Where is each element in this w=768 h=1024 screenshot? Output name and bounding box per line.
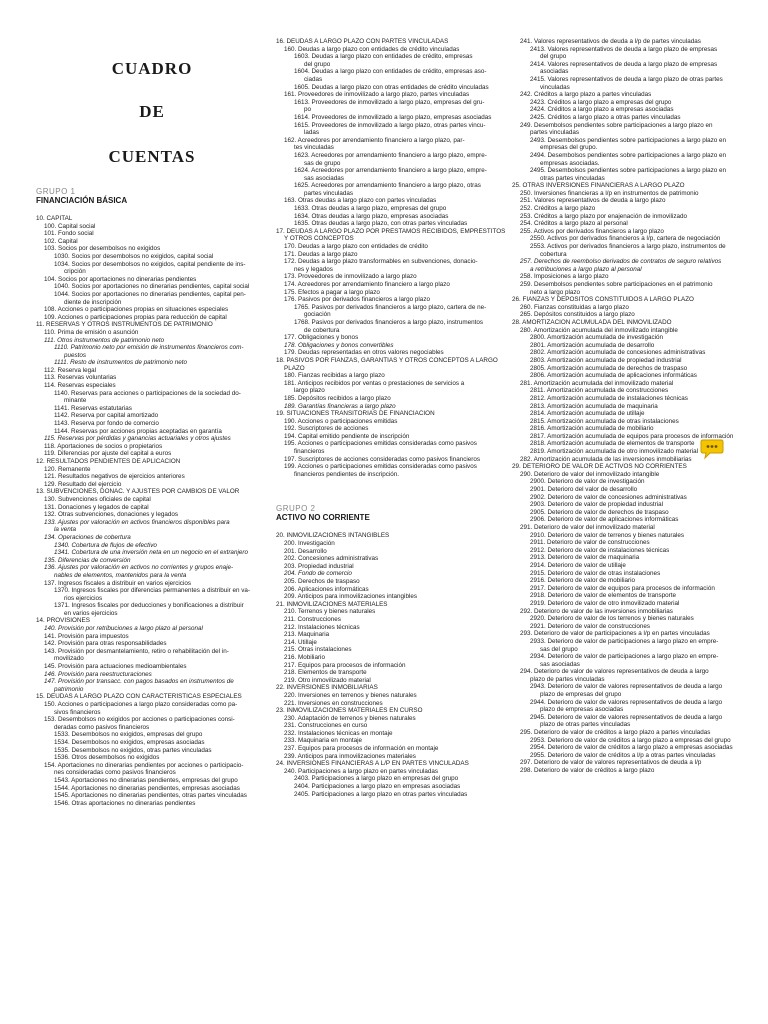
account-entry: 251. Valores representativos de deuda a largo plazo (520, 197, 666, 205)
account-entry: 2916. Deterioro de valor de mobiliario (530, 577, 636, 585)
account-entry: 2424. Créditos a largo plazo a empresas asociadas (530, 106, 674, 114)
account-entry: 1605. Deudas a largo plazo con otras entidades de crédito vinculadas (294, 83, 489, 91)
account-entry: 163. Otras deudas a largo plazo con partes vinculadas (284, 197, 437, 205)
account-entry: 134. Operaciones de cobertura (44, 533, 131, 541)
account-entry: 233. Maquinaria en montaje (284, 737, 363, 745)
account-entry: 1535. Desembolsos no exigidos, otras partes vinculadas (54, 746, 212, 754)
account-entry: 215. Otras instalaciones (284, 646, 352, 654)
account-entry: 221. Inversiones en construcciones (284, 699, 383, 707)
account-entry: largo plazo (294, 387, 325, 395)
account-group-heading: 10. CAPITAL (36, 215, 73, 222)
account-entry: patrimonio (54, 685, 84, 693)
account-list (276, 38, 508, 478)
account-entry: 154. Aportaciones no dinerarias pendientes por acciones o participacio- (44, 761, 244, 769)
account-entry: plazo de otras partes vinculadas (540, 721, 631, 729)
account-entry: 212. Instalaciones técnicas (284, 623, 360, 631)
account-entry: 203. Propiedad industrial (284, 562, 354, 570)
account-group-heading: 14. PROVISIONES (36, 617, 90, 625)
account-entry: 2943. Deterioro de valor de valores representativos de deuda a largo (530, 683, 723, 691)
account-entry: 189. Garantías financieras a largo plazo (284, 402, 396, 410)
account-entry: 108. Acciones o participaciones propias en situaciones especiales (44, 306, 229, 314)
account-group-heading: 12. RESULTADOS PENDIENTES DE APLICACIÓN (36, 458, 181, 465)
chat-bubble-icon[interactable] (700, 438, 724, 460)
account-entry: po (304, 106, 312, 114)
account-entry: 1544. Aportaciones no dinerarias pendientes, empresas asociadas (54, 784, 240, 792)
account-entry: 2813. Amortización acumulada de maquinaria (530, 402, 658, 410)
account-entry: 2901. Deterioro del valor de desarrollo (530, 486, 638, 494)
account-entry: 137. Ingresos fiscales a distribuir en varios ejercicios (44, 579, 191, 587)
account-entry: 232. Instalaciones técnicas en montaje (284, 729, 393, 737)
account-entry: Y OTROS CONCEPTOS (284, 235, 354, 243)
account-entry: 2805. Amortización acumulada de derechos de traspaso (530, 364, 688, 372)
account-entry: 219. Otro inmovilizado material (284, 676, 371, 684)
account-entry: 2819. Amortización acumulada de otro inmovilizado material (530, 448, 699, 456)
account-group-heading: 22. INVERSIONES INMOBILIARIAS (276, 684, 378, 692)
account-entry: sas asociadas (540, 660, 580, 668)
account-list (276, 532, 508, 798)
account-entry: 231. Construcciones en curso (284, 722, 368, 730)
account-group-heading: 28. AMORTIZACIÓN ACUMULADA DEL INMOVILIZADO (512, 318, 672, 326)
account-entry: 2953. Deterioro de valor de créditos a largo plazo a empresas del grupo (530, 736, 731, 744)
account-entry: 1534. Desembolsos no exigidos, empresas asociadas (54, 738, 205, 746)
account-entry: del grupo (540, 53, 567, 61)
account-entry: 2404. Participaciones a largo plazo en empresas asociadas (294, 783, 461, 791)
account-entry: minante (64, 397, 87, 405)
account-entry: 2919. Deterioro de valor de otro inmovilizado material (530, 599, 680, 607)
account-entry: 114. Reservas especiales (44, 382, 116, 390)
account-entry: 150. Acciones o participaciones a largo plazo consideradas como pa- (44, 701, 238, 708)
account-entry: rios ejercicios (64, 594, 103, 602)
account-entry: neto a largo plazo (530, 288, 581, 296)
account-entry: 2415. Valores representativos de deuda a largo plazo de otras partes (530, 75, 723, 83)
account-entry: 194. Capital emitido pendiente de inscripción (284, 432, 410, 440)
account-entry: 1341. Cobertura de una inversión neta en un negocio en el extranjero (54, 549, 248, 557)
account-entry: tes vinculadas (294, 144, 334, 152)
account-entry: 110. Prima de emisión o asunción (44, 328, 139, 336)
account-entry: 290. Deterioro de valor del inmovilizado intangible (520, 470, 660, 478)
account-entry: vinculadas (540, 83, 570, 91)
column-1 (36, 38, 268, 807)
account-entry: partes vinculadas (530, 129, 580, 137)
account-entry: 295. Deterioro de valor de créditos a largo plazo a partes vinculadas (520, 729, 711, 737)
account-entry: 2812. Amortización acumulada de instalaciones técnicas (530, 394, 688, 402)
account-entry: 1143. Reserva por fondo de comercio (54, 420, 159, 428)
account-entry: 237. Equipos para procesos de información en montaje (284, 745, 439, 753)
account-entry: 230. Adaptación de terrenos y bienes naturales (284, 714, 416, 722)
account-entry: 1615. Proveedores de inmovilizado a largo plazo, otras partes vincu- (294, 121, 486, 129)
account-entry: 2553. Activos por derivados financieros a largo plazo, instrumentos de (530, 243, 726, 251)
account-entry: 130. Subvenciones oficiales de capital (44, 495, 151, 503)
account-entry: 109. Acciones o participaciones propias para reducción de capital (44, 313, 227, 321)
account-entry: 2405. Participaciones a largo plazo en otras partes vinculadas (294, 790, 468, 798)
account-entry: 252. Créditos a largo plazo (520, 205, 596, 213)
account-entry: 282. Amortización acumulada de las inversiones inmobiliarias (520, 455, 692, 463)
account-entry: 2918. Deterioro de valor de elementos de transporte (530, 592, 676, 600)
account-entry: 2550. Activos por derivados financieros a l/p, cartera de negociación (530, 235, 721, 243)
account-entry: 177. Obligaciones y bonos (284, 334, 359, 342)
account-entry: 1635. Otras deudas a largo plazo, con otras partes vinculadas (294, 220, 468, 228)
account-entry: 2921. Deterioro de valor de construcciones (530, 622, 651, 630)
account-entry: 255. Activos por derivados financieros a largo plazo (520, 227, 664, 235)
account-entry: 210. Terrenos y bienes naturales (284, 608, 376, 616)
account-group-heading: 13. SUBVENCIONES, DONAC. Y AJUSTES POR CAMBIOS DE VALOR (36, 488, 240, 496)
account-entry: 1603. Deudas a largo plazo con entidades de crédito, empresas (294, 53, 473, 61)
title-line-2: DE (139, 102, 165, 121)
account-entry: 2414. Valores representativos de deuda a largo plazo de empresas (530, 60, 718, 68)
account-entry: a retribuciones a largo plazo al personal (530, 265, 642, 273)
account-entry: 132. Otras subvenciones, donaciones y legados (44, 511, 179, 519)
account-entry: 1765. Pasivos por derivados financieros a largo plazo, cartera de ne- (294, 303, 487, 311)
account-entry: 2917. Deterioro de valor de equipos para procesos de información (530, 584, 715, 592)
account-entry: 172. Deudas a largo plazo transformables en subvenciones, donacio- (284, 258, 478, 266)
account-entry: 2944. Deterioro de valor de valores representativos de deuda a largo (530, 698, 723, 706)
account-entry: 136. Ajustes por valoración en activos no corrientes y grupos enaje- (44, 564, 234, 572)
account-entry: 2915. Deterioro de valor de otras instalaciones (530, 569, 661, 577)
account-entry: 294. Deterioro de valor de valores representativos de deuda a largo (520, 668, 709, 676)
account-entry: 140. Provisión por retribuciones a largo plazo al personal (44, 625, 203, 633)
account-entry: 2494. Desembolsos pendientes sobre participaciones a largo plazo en (530, 151, 727, 159)
account-entry: empresas asociadas. (540, 159, 600, 167)
account-entry: 1604. Deudas a largo plazo con entidades de crédito, empresas aso- (294, 68, 487, 76)
account-entry: 176. Pasivos por derivados financieros a largo plazo (284, 296, 430, 304)
account-entry: 2910. Deterioro de valor de terrenos y bienes naturales (530, 531, 685, 539)
account-entry: ciadas (304, 75, 323, 83)
account-entry: 115. Reservas por pérdidas y ganancias actuariales y otros ajustes (44, 435, 231, 443)
account-entry: nables de elementos, mantenidos para la venta (54, 571, 187, 579)
account-entry: 259. Desembolsos pendientes sobre participaciones en el patrimonio (520, 281, 713, 288)
account-entry: 1543. Aportaciones no dinerarias pendientes, empresas del grupo (54, 776, 238, 784)
account-entry: 2811. Amortización acumulada de construcciones (530, 387, 669, 395)
account-entry: 195. Acciones o participaciones emitidas consideradas como pasivos (284, 440, 477, 448)
account-entry: 242. Créditos a largo plazo a partes vinculadas (520, 91, 652, 99)
account-entry: nes y legados (294, 265, 333, 273)
group-label: GRUPO 1 (36, 187, 76, 196)
account-entry: 120. Remanente (44, 465, 91, 473)
account-entry: 2806. Amortización acumulada de aplicaciones informáticas (530, 372, 697, 380)
account-entry: 216. Mobiliario (284, 653, 325, 661)
account-entry: 217. Equipos para procesos de información (284, 661, 406, 669)
account-entry: 2906. Deterioro de valor de aplicaciones informáticas (530, 516, 679, 524)
account-entry: plazo de empresas asociadas (540, 706, 624, 714)
account-entry: partes vinculadas (304, 189, 354, 197)
account-group-heading: 18. PASIVOS POR FIANZAS, GARANTÍAS Y OTROS CONCEPTOS A LARGO (276, 356, 498, 364)
account-entry: 239. Anticipos para inmovilizaciones materiales (284, 752, 416, 760)
account-entry: 1340. Cobertura de flujos de efectivo (54, 541, 157, 549)
account-entry: 2934. Deterioro de valor de participaciones a largo plazo en empre- (530, 653, 719, 661)
account-entry: 204. Fondo de comercio (284, 570, 352, 578)
account-entry: 253. Créditos a largo plazo por enajenación de inmovilizado (520, 212, 687, 220)
account-entry: sas del grupo (540, 645, 578, 653)
account-entry: 197. Suscriptores de acciones consideradas como pasivos financieros (284, 455, 481, 463)
account-entry: 205. Derechos de traspaso (284, 578, 360, 585)
account-entry: 214. Utillaje (284, 638, 317, 646)
title-line-1: CUADRO (111, 59, 193, 78)
account-entry: 141. Provisión para impuestos (44, 632, 129, 640)
account-entry: 241. Valores representativos de deuda a l/p de partes vinculadas (520, 38, 701, 45)
account-entry: la venta (54, 526, 77, 534)
account-entry: 170. Deudas a largo plazo con entidades de crédito (284, 243, 428, 251)
account-entry: 118. Aportaciones de socios o propietarios (44, 442, 163, 450)
account-entry: 174. Acreedores por arrendamiento financiero a largo plazo (284, 281, 450, 288)
account-entry: 1034. Socios por desembolsos no exigidos, capital pendiente de ins- (54, 260, 246, 268)
account-entry: 280. Amortización acumulada del inmovilizado intangible (520, 326, 678, 334)
account-entry: 1110. Patrimonio neto por emisión de instrumentos financieros com- (54, 344, 244, 352)
account-entry: 102. Capital (44, 237, 78, 245)
account-entry: 2945. Deterioro de valor de valores representativos de deuda a largo (530, 713, 723, 721)
account-entry: cobertura (540, 250, 567, 258)
account-entry: 199. Acciones o participaciones emitidas consideradas como pasivos (284, 463, 477, 471)
account-entry: 2423. Créditos a largo plazo a empresas del grupo (530, 98, 672, 106)
account-entry: 206. Aplicaciones informáticas (284, 585, 369, 593)
group-label: GRUPO 2 (276, 504, 316, 514)
account-entry: 1623. Acreedores por arrendamiento financiero a largo plazo, empre- (294, 151, 487, 159)
account-entry: 121. Resultados negativos de ejercicios anteriores (44, 473, 185, 481)
account-entry: 146. Provisión para reestructuraciones (44, 670, 152, 678)
title-line-3: CUENTAS (108, 147, 196, 166)
account-entry: 2818. Amortización acumulada de elementos de transporte (530, 440, 695, 448)
account-entry: 260. Fianzas constituidas a largo plazo (520, 303, 629, 311)
account-entry: 119. Diferencias por ajuste del capital a euros (44, 450, 172, 458)
group-name: FINANCIACIÓN BÁSICA (36, 196, 128, 205)
account-entry: PLAZO (284, 364, 305, 372)
account-entry: 293. Deterioro de valor de participaciones a l/p en partes vinculadas (520, 630, 710, 638)
account-entry: plazo de partes vinculadas (530, 675, 605, 683)
account-entry: 265. Depósitos constituidos a largo plazo (520, 311, 635, 319)
account-entry: 200. Investigación (284, 540, 335, 548)
account-entry: 142. Provisión para otras responsabilidades (44, 640, 167, 648)
account-entry: 240. Participaciones a largo plazo en partes vinculadas (284, 767, 439, 775)
account-entry: financieros pendientes de inscripción. (294, 470, 400, 478)
account-entry: 257. Derechos de reembolso derivados de contratos de seguro relativos (520, 258, 722, 266)
account-entry: 2920. Deterioro de valor de los terrenos y bienes naturales (530, 615, 694, 623)
account-entry: 1536. Otros desembolsos no exigidos (54, 754, 160, 762)
account-entry: 2912. Deterioro de valor de instalaciones técnicas (530, 546, 670, 554)
account-entry: 178. Obligaciones y bonos convertibles (284, 341, 394, 349)
account-entry: 104. Socios por aportaciones no dinerarias pendientes (44, 275, 197, 283)
account-entry: otras partes vinculadas (540, 174, 605, 182)
account-entry: 2800. Amortización acumulada de investigación (530, 334, 664, 342)
account-entry: 2814. Amortización acumulada de utillaje (530, 410, 645, 418)
account-entry: 175. Efectos a pagar a largo plazo (284, 288, 380, 296)
account-entry: 161. Proveedores de inmovilizado a largo plazo, partes vinculadas (284, 91, 470, 99)
account-entry: 1044. Socios por aportaciones no dinerarias pendientes, capital pen- (54, 290, 246, 298)
account-entry: 112. Reserva legal (44, 366, 97, 374)
account-entry: 2913. Deterioro de valor de maquinaria (530, 554, 640, 562)
account-entry: 1030. Socios por desembolsos no exigidos, capital social (54, 252, 214, 260)
account-entry: 113. Reservas voluntarias (44, 374, 117, 382)
account-entry: 1613. Proveedores de inmovilizado a largo plazo, empresas del gru- (294, 98, 485, 106)
account-entry: 297. Deterioro de valor de valores representativos de deuda a l/p (520, 759, 702, 767)
account-entry: de cobertura (304, 326, 340, 334)
account-entry: 2914. Deterioro de valor de utillaje (530, 561, 626, 569)
account-entry: 2815. Amortización acumulada de otras instalaciones (530, 417, 679, 425)
account-entry: 209. Anticipos para inmovilizaciones intangibles (284, 593, 418, 601)
account-entry: 133. Ajustes por valoración en activos financieros disponibles para (44, 518, 230, 526)
account-group-heading: 25. OTRAS INVERSIONES FINANCIERAS A LARGO PLAZO (512, 182, 685, 190)
account-entry: 2495. Desembolsos pendientes sobre participaciones a largo plazo en (530, 167, 727, 175)
column-3 (512, 38, 738, 775)
account-entry: 1111. Resto de instrumentos de patrimonio neto (54, 359, 188, 367)
account-entry: 1614. Proveedores de inmovilizado a largo plazo, empresas asociadas (294, 113, 492, 121)
account-entry: 100. Capital social (44, 222, 96, 230)
account-entry: 250. Inversiones financieras a l/p en instrumentos de patrimonio (520, 189, 699, 197)
account-entry: ladas (304, 129, 320, 137)
account-entry: 2802. Amortización acumulada de concesiones administrativas (530, 349, 706, 357)
account-entry: 2905. Deterioro de valor de derechos de traspaso (530, 508, 669, 516)
account-entry: asociadas (540, 68, 569, 76)
account-entry: financieros (294, 448, 325, 456)
account-entry: 258. Imposiciones a largo plazo (520, 273, 609, 281)
account-entry: 2955. Deterioro de valor de créditos a l/p a otras partes vinculadas (530, 751, 716, 759)
account-entry: 2801. Amortización acumulada de desarrollo (530, 341, 655, 349)
account-entry: del grupo (304, 60, 331, 68)
account-entry: 2817. Amortización acumulada de equipos para procesos de información (530, 432, 734, 440)
account-entry: 2900. Deterioro de valor de investigación (530, 478, 645, 486)
account-group-heading: 29. DETERIORO DE VALOR DE ACTIVOS NO CORRIENTES (512, 463, 687, 471)
account-entry: empresas del grupo. (540, 144, 598, 152)
account-group-heading: 26. FIANZAS Y DEPÓSITOS CONSTITUIDOS A LARGO PLAZO (512, 296, 694, 304)
account-entry: en varios ejercicios (64, 609, 118, 617)
account-entry: 1545. Aportaciones no dinerarias pendientes, otras partes vinculadas (54, 792, 247, 800)
account-entry: 2816. Amortización acumulada de mobiliario (530, 425, 654, 433)
account-group-heading: 19. SITUACIONES TRANSITORIAS DE FINANCIACIÓN (276, 410, 435, 418)
account-entry: 180. Fianzas recibidas a largo plazo (284, 372, 385, 380)
account-entry: plazo de empresas del grupo (540, 691, 622, 699)
account-entry: 2403. Participaciones a largo plazo en empresas del grupo (294, 775, 459, 783)
account-entry: 2933. Deterioro de valor de participaciones a largo plazo en empre- (530, 637, 719, 645)
account-entry: 220. Inversiones en terrenos y bienes naturales (284, 691, 417, 699)
account-entry: 181. Anticipos recibidos por ventas o prestaciones de servicios a (284, 379, 465, 387)
account-entry: 1371. Ingresos fiscales por deducciones y bonificaciones a distribuir (54, 602, 244, 610)
account-entry: 2493. Desembolsos pendientes sobre participaciones a largo plazo en (530, 136, 727, 144)
account-entry: 1546. Otras aportaciones no dinerarias pendientes (54, 799, 196, 807)
account-entry: 2954. Deterioro de valor de créditos a largo plazo a empresas asociadas (530, 744, 733, 752)
account-entry: 201. Desarrollo (284, 547, 327, 555)
account-entry: 101. Fondo social (44, 230, 94, 238)
account-entry: 292. Deterioro de valor de las inversiones inmobiliarias (520, 607, 673, 615)
account-entry: 2911. Deterioro de valor de construcciones (530, 539, 650, 547)
account-entry: 1370. Ingresos fiscales por diferencias permanentes a distribuir en va- (54, 587, 251, 595)
account-entry: 1140. Reservas para acciones o participaciones de la sociedad do- (54, 389, 241, 397)
account-entry: 2903. Deterioro de valor de propiedad industrial (530, 501, 664, 509)
account-entry: 298. Deterioro de valor de créditos a largo plazo (520, 767, 655, 774)
account-entry: sas de grupo (304, 159, 341, 167)
account-entry: 192. Suscriptores de acciones (284, 425, 369, 433)
column-2 (276, 38, 508, 798)
account-group-heading: 23. INMOVILIZACIONES MATERIALES EN CURSO (276, 707, 423, 715)
account-group-heading: 11. RESERVAS Y OTROS INSTRUMENTOS DE PATRIMONIO (36, 321, 213, 329)
account-entry: cripción (64, 268, 86, 276)
account-entry: sivos financieros (54, 708, 101, 716)
account-entry: deradas como pasivos financieros (54, 723, 150, 731)
account-entry: movilizado (54, 655, 84, 663)
account-entry: 103. Socios por desembolsos no exigidos (44, 245, 161, 253)
account-entry: 111. Otros instrumentos de patrimonio neto (44, 336, 165, 344)
account-entry: 1040. Socios por aportaciones no dinerarias pendientes, capital social (54, 283, 250, 291)
account-entry: 1625. Acreedores por arrendamiento financiero a largo plazo, otras (294, 182, 481, 190)
account-entry: 1634. Otras deudas a largo plazo, empresas asociadas (294, 212, 449, 220)
account-entry: 213. Maquinaria (284, 631, 330, 639)
account-entry: 173. Proveedores de inmovilizado a largo plazo (284, 273, 417, 281)
account-entry: 281. Amortización acumulada del inmovilizado material (520, 379, 674, 387)
account-entry: 153. Desembolsos no exigidos por acciones o participaciones consi- (44, 716, 235, 724)
account-list (36, 215, 268, 807)
account-entry: 218. Elementos de transporte (284, 669, 367, 677)
account-list (512, 38, 738, 775)
account-entry: puestos (64, 351, 87, 359)
account-entry: 202. Concesiones administrativas (284, 555, 379, 563)
account-entry: 190. Acciones o participaciones emitidas (284, 417, 398, 425)
account-entry: 211. Construcciones (284, 615, 341, 623)
account-entry: 1141. Reservas estatutarias (54, 404, 132, 412)
account-group-heading: 16. DEUDAS A LARGO PLAZO CON PARTES VINCULADAS (276, 38, 449, 45)
account-entry: 171. Deudas a largo plazo (284, 250, 358, 258)
account-group-heading: 21. INMOVILIZACIONES MATERIALES (276, 600, 388, 608)
account-entry: 1144. Reservas por acciones propias aceptadas en garantía (54, 427, 222, 435)
account-group-heading: 15. DEUDAS A LARGO PLAZO CON CARACTERÍSTICAS ESPECIALES (36, 693, 242, 701)
account-entry: 1633. Otras deudas a largo plazo, empresas del grupo (294, 205, 447, 213)
account-entry: 145. Provisión para actuaciones medioambientales (44, 663, 187, 671)
account-entry: 135. Diferencias de conversión (44, 556, 131, 564)
account-entry: 2413. Valores representativos de deuda a largo plazo de empresas (530, 45, 718, 53)
group-name: ACTIVO NO CORRIENTE (276, 513, 370, 523)
account-entry: 2803. Amortización acumulada de propiedad industrial (530, 356, 682, 364)
account-entry: 249. Desembolsos pendientes sobre participaciones a largo plazo en (520, 121, 713, 129)
account-group-heading: 17. DEUDAS A LARGO PLAZO POR PRÉSTAMOS RECIBIDOS, EMPRÉSTITOS (276, 227, 506, 235)
account-entry: 179. Deudas representadas en otros valores negociables (284, 349, 444, 357)
account-entry: 143. Provisión por desmantelamiento, retiro o rehabilitación del in- (44, 647, 229, 655)
account-entry: 2425. Créditos a largo plazo a otras partes vinculadas (530, 113, 681, 121)
account-entry: 185. Depósitos recibidos a largo plazo (284, 394, 391, 402)
account-entry: 291. Deterioro de valor del inmovilizado material (520, 524, 655, 531)
account-entry: 1768. Pasivos por derivados financieros a largo plazo, instrumentos (294, 318, 484, 326)
account-entry: 1533. Desembolsos no exigidos, empresas del grupo (54, 731, 203, 739)
account-entry: 254. Créditos a largo plazo al personal (520, 220, 628, 228)
account-entry: 1624. Acreedores por arrendamiento financiero a largo plazo, empre- (294, 167, 487, 175)
account-entry: 147. Provisión por transacc. con pagos basados en instrumentos de (44, 678, 234, 686)
account-entry: 131. Donaciones y legados de capital (44, 503, 149, 511)
account-entry: diente de inscripción (64, 298, 122, 306)
account-entry: 129. Resultado del ejercicio (44, 480, 122, 488)
account-entry: gociación (304, 311, 331, 319)
account-entry: 160. Deudas a largo plazo con entidades de crédito vinculadas (284, 45, 460, 53)
account-entry: 1142. Reserva por capital amortizado (54, 412, 159, 420)
account-group-heading: 24. INVERSIONES FINANCIERAS A L/P EN PARTES VINCULADAS (276, 760, 469, 768)
account-entry: 2902. Deterioro de valor de concesiones administrativas (530, 493, 687, 501)
account-entry: 162. Acreedores por arrendamiento financiero a largo plazo, par- (284, 136, 465, 144)
account-entry: nes consideradas como pasivos financieros (54, 769, 176, 777)
account-group-heading: 20. INMOVILIZACIONES INTANGIBLES (276, 532, 390, 540)
account-entry: sas asociadas (304, 174, 344, 182)
